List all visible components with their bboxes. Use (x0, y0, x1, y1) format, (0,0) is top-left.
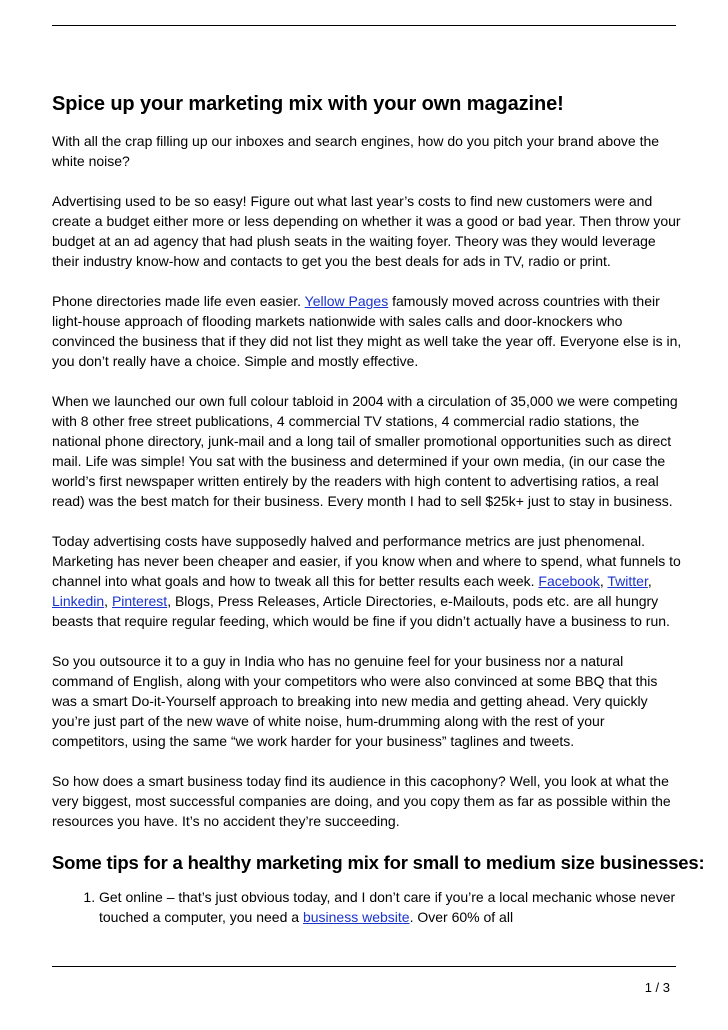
text-span: . Over 60% of all (409, 909, 514, 925)
text-span: Get online – that’s just obvious today, and I don’t care if you’re a local mechanic whose never touched a computer, you need a (99, 889, 676, 925)
header-rule (52, 25, 676, 26)
how-paragraph: So how does a smart business today find its audience in this cacophony? Well, you look at what the very biggest, most successful companies are doing, and you copy them as far as possible within the resources you have. It’s no accident they’re succeeding. (52, 773, 671, 829)
phone-directories-paragraph (52, 291, 682, 371)
separator: , (104, 593, 112, 609)
pinterest-link[interactable]: Pinterest (111, 593, 168, 609)
tips-heading: Some tips for a healthy marketing mix for small to medium size businesses: (52, 852, 705, 873)
text-span: Phone directories made life even easier. (52, 293, 305, 309)
text-span: famously moved across countries with their light-house approach of flooding markets nationwide with sales calls and door-knockers who convinced the business that if they did not list they might as well take the year off. Everyone else is in, you don’t really have a choice. Simple and mostly effective. (52, 293, 682, 369)
linkedin-link[interactable]: Linkedin (52, 593, 105, 609)
twitter-link[interactable]: Twitter (607, 573, 648, 589)
separator: , (647, 573, 652, 589)
outsource-paragraph: So you outsource it to a guy in India who has no genuine feel for your business nor a natural command of English, along with your competitors who were also convinced at some BBQ that this was a smart Do-it-Yourself approach to breaking into new media and getting ahead. Very quickly you’re just part of the new wave of white noise, hum-drumming along with the rest of your competitors, using the same “we work harder for your business” taglines and tweets. (52, 653, 658, 749)
article-title: Spice up your marketing mix with your own magazine! (52, 93, 564, 115)
page-number: 1 / 3 (644, 980, 670, 995)
text-span: Today advertising costs have supposedly halved and performance metrics are just phenomenal. Marketing has never been cheaper and easier, if you know when and where to spend, what funnels to channel into what goals and how to tweak all this for better results each week. (52, 533, 681, 589)
list-item (99, 887, 682, 927)
article-body (52, 91, 705, 927)
text-span: , Blogs, Press Releases, Article Directories, e-Mailouts, pods etc. are all hungry beasts that require regular feeding, which would be fine if you didn’t actually have a business to run. (52, 593, 670, 629)
business-website-link[interactable]: business website (302, 909, 410, 925)
launch-paragraph: When we launched our own full colour tabloid in 2004 with a circulation of 35,000 we were competing with 8 other free street publications, 4 commercial TV stations, 4 commercial radio stations, the national phone directory, junk-mail and a long tail of smaller promotional opportunities such as direct mail. Life was simple! You sat with the business and determined if your own media, (in our case the world’s first newspaper written entirely by the readers with high content to advertising ratios, a real read) was the best match for their business. Every month I had to sell $25k+ just to stay in business. (52, 393, 678, 509)
facebook-link[interactable]: Facebook (538, 573, 600, 589)
tips-list (52, 887, 682, 927)
yellow-pages-link[interactable]: Yellow Pages (304, 293, 389, 309)
separator: , (599, 573, 608, 589)
today-paragraph (52, 531, 682, 631)
intro-paragraph: With all the crap filling up our inboxes and search engines, how do you pitch your brand above the white noise? (52, 133, 660, 169)
advertising-paragraph: Advertising used to be so easy! Figure out what last year’s costs to find new customers were and create a budget either more or less depending on whether it was a good or bad year. Then throw your budget at an ad agency that had plush seats in the waiting foyer. Theory was they would leverage their industry know-how and contacts to get you the best deals for ads in TV, radio or print. (52, 193, 681, 269)
footer-rule (52, 966, 676, 967)
